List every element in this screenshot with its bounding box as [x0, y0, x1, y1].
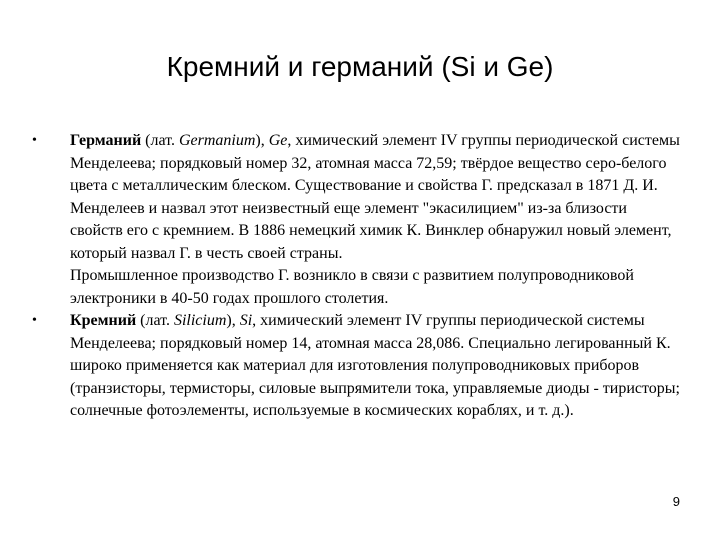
silicon-latin-name: Silicium	[173, 312, 227, 329]
germanium-mid: ),	[255, 132, 269, 149]
bullet-marker: •	[32, 313, 37, 328]
germanium-term: Германий	[70, 132, 142, 149]
page-number: 9	[672, 494, 680, 509]
silicon-symbol: Si	[239, 312, 253, 329]
silicon-mid: ),	[226, 312, 240, 329]
slide-title: Кремний и германий (Si и Ge)	[166, 51, 554, 82]
germanium-pre-latin: (лат.	[141, 132, 179, 149]
germanium-symbol: Ge	[268, 132, 288, 149]
silicon-paragraph	[70, 310, 682, 423]
silicon-pre-latin: (лат.	[136, 312, 174, 329]
bullet-germanium	[32, 130, 682, 310]
bullet-list	[32, 130, 682, 423]
germanium-latin-name: Germanium	[178, 132, 256, 149]
germanium-text: , химический элемент IV группы периодической системы Менделеева; порядковый номер 32, атомная масса 72,59; твёрдое вещество серо-белого цвета с металлическим блеском. Существование и свойства Г. предсказал в 1871 Д. И. Менделеев и назвал этот неизвестный еще элемент "экасилицием" из-за близости свойств его с кремнием. В 1886 немецкий химик К. Винклер обнаружил новый элемент, который назвал Г. в честь своей страны.	[70, 132, 680, 262]
germanium-paragraph	[70, 130, 682, 265]
silicon-term: Кремний	[70, 312, 137, 329]
bullet-marker: •	[32, 133, 37, 148]
germanium-continuation: Промышленное производство Г. возникло в связи с развитием полупроводниковой электроники в 40-50 годах прошлого столетия.	[70, 267, 634, 307]
bullet-silicon	[32, 310, 682, 423]
silicon-text: , химический элемент IV группы периодической системы Менделеева; порядковый номер 14, атомная масса 28,086. Специально легированный К. широко применяется как материал для изготовления полупроводниковых приборов (транзисторы, термисторы, силовые выпрямители тока, управляемые диоды - тиристоры; солнечные фотоэлементы, используемые в космических кораблях, и т. д.).	[70, 312, 680, 419]
